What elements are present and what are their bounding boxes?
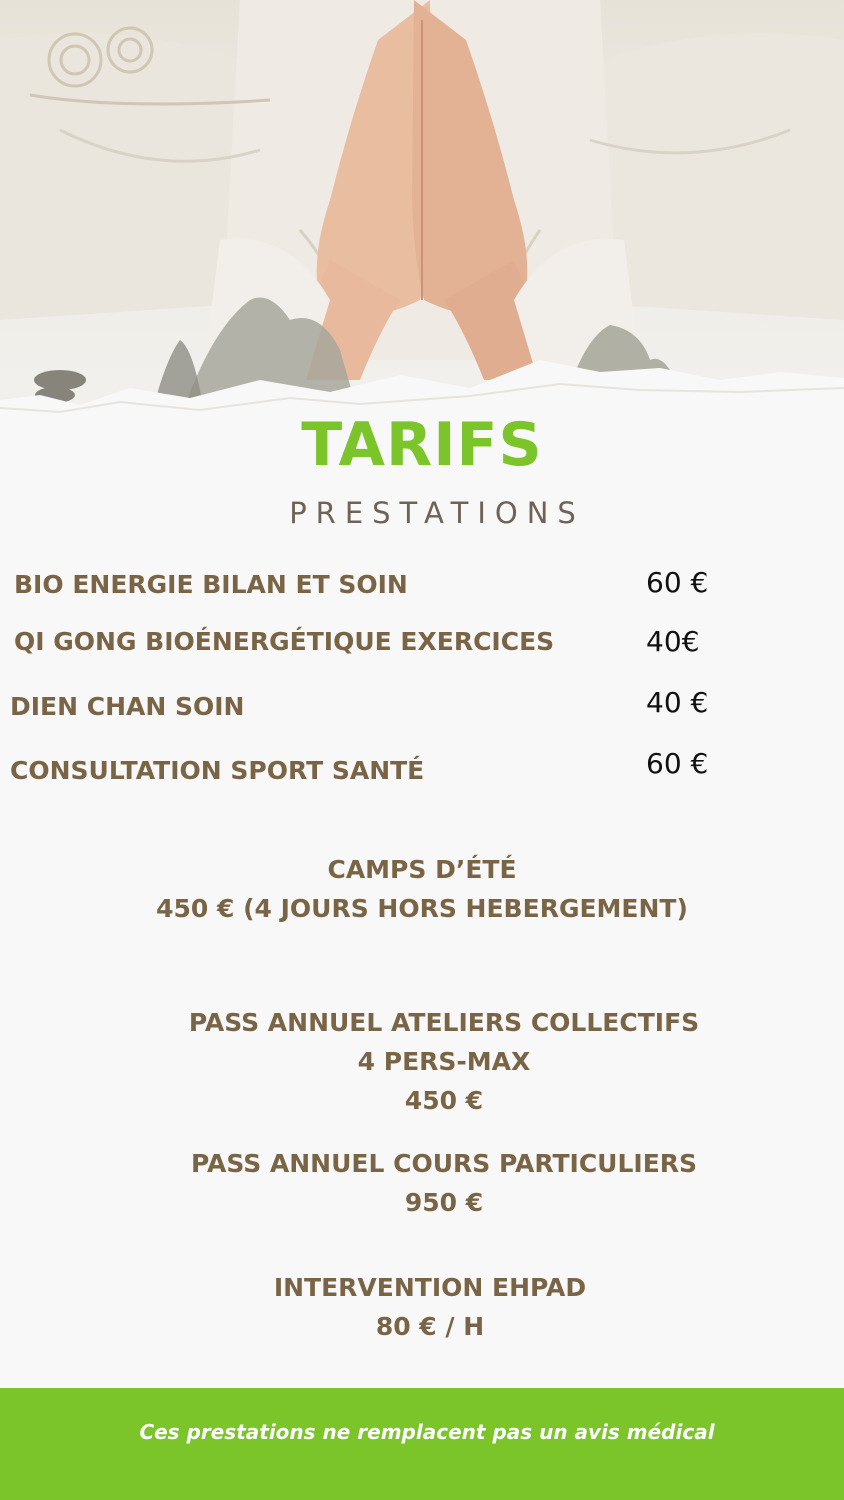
footer-bar	[0, 1388, 844, 1500]
page-title: TARIFS	[301, 410, 543, 480]
page-subtitle: PRESTATIONS	[289, 496, 585, 530]
camps-title: CAMPS D’ÉTÉ	[327, 855, 517, 884]
pass-collectifs-detail: 4 PERS-MAX	[357, 1047, 531, 1076]
pass-collectifs-section	[22, 1003, 844, 1120]
camps-price: 450 € (4 JOURS HORS HEBERGEMENT)	[156, 894, 688, 923]
service-label: QI GONG BIOÉNERGÉTIQUE EXERCICES	[14, 627, 555, 656]
ehpad-title: INTERVENTION EHPAD	[273, 1273, 587, 1302]
service-label: DIEN CHAN SOIN	[10, 692, 245, 721]
hero-image	[0, 0, 844, 460]
service-price: 40€	[646, 625, 700, 658]
service-price: 40 €	[646, 686, 709, 719]
pass-particuliers-price: 950 €	[404, 1188, 484, 1217]
footer-disclaimer: Ces prestations ne remplacent pas un avis médical	[139, 1420, 715, 1444]
pass-collectifs-title: PASS ANNUEL ATELIERS COLLECTIFS	[188, 1008, 700, 1037]
camps-section	[0, 850, 844, 928]
praying-hands-illustration	[0, 0, 844, 460]
ehpad-price: 80 € / H	[375, 1312, 485, 1341]
service-price: 60 €	[646, 566, 709, 599]
service-label: BIO ENERGIE BILAN ET SOIN	[14, 570, 408, 599]
pass-particuliers-section	[22, 1144, 844, 1222]
service-price: 60 €	[646, 747, 709, 780]
ehpad-section	[8, 1268, 844, 1346]
pass-collectifs-price: 450 €	[404, 1086, 484, 1115]
pass-particuliers-title: PASS ANNUEL COURS PARTICULIERS	[190, 1149, 698, 1178]
service-label: CONSULTATION SPORT SANTÉ	[10, 756, 425, 785]
